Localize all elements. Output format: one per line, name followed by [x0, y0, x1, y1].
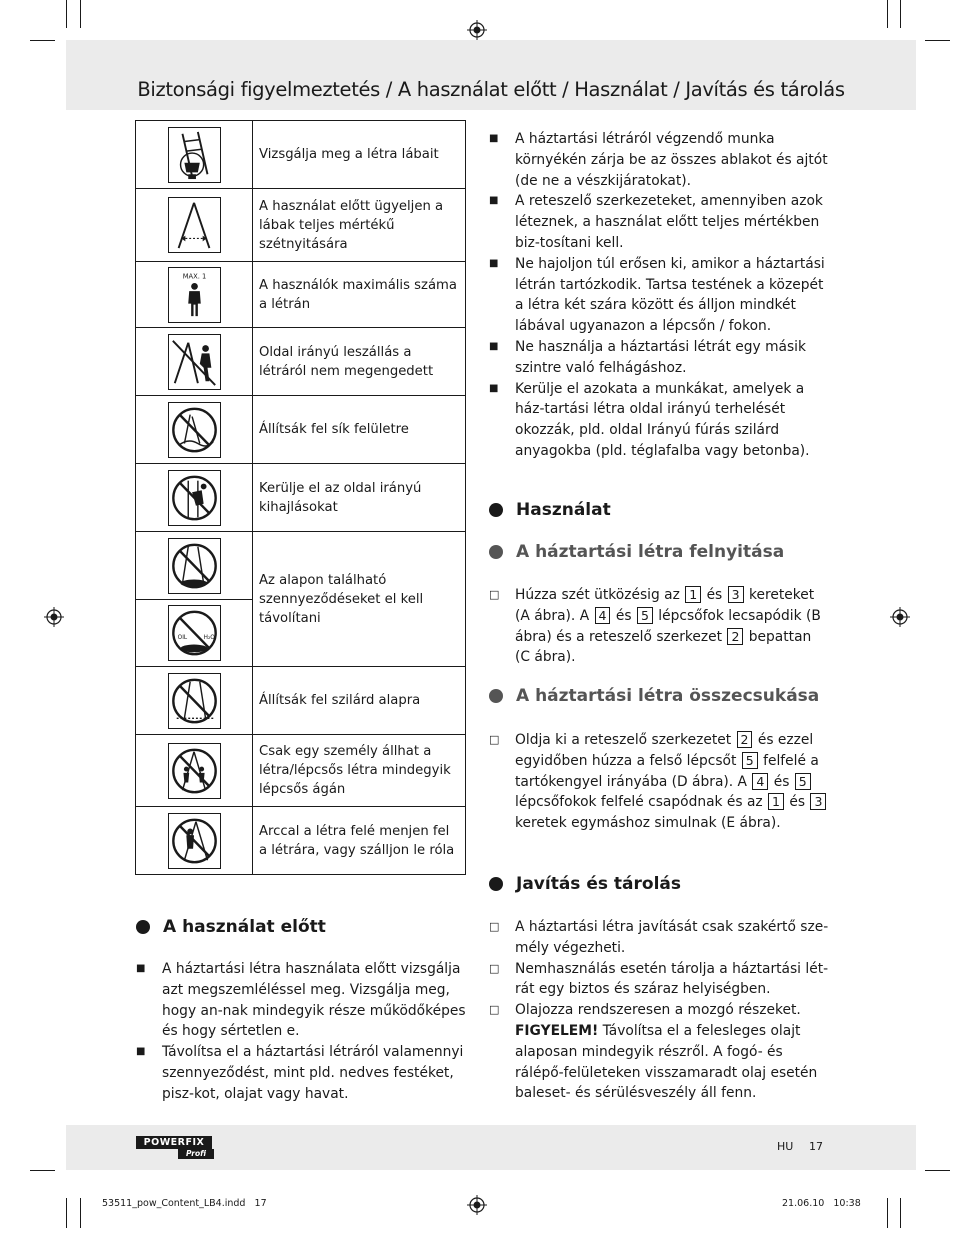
registration-mark-icon — [467, 20, 487, 40]
ladder-spread-icon — [168, 197, 221, 253]
list-item: ■ A háztartási létráról végzendő munka környékén zárja be az összes ablakot és ajtót (de ne a vészkijáratokat). — [489, 131, 828, 189]
icon-caption: A használók maximális száma a létrán — [253, 262, 466, 328]
crop-mark — [887, 1198, 888, 1228]
warning-text: Távolítsa el a felesleges olajt alaposan mindegyik részről. A fogó- és rálépő-felületeken visszamaradt olaj esetén baleset- és sérülésveszély áll fenn. — [515, 1022, 818, 1102]
part-number-box: 5 — [795, 773, 811, 790]
table-row — [136, 189, 466, 262]
crop-mark — [887, 0, 888, 28]
section-heading-usage: Használat — [489, 500, 611, 520]
icon-caption: Állítsák fel szilárd alapra — [253, 667, 466, 735]
print-slug-date: 21.06.10 10:38 — [782, 1198, 861, 1209]
icon-caption: Kerülje el az oldal irányú kihajlásokat — [253, 464, 466, 532]
list-item: □ A háztartási létra javítását csak szakértő sze-mély végezheti. — [489, 919, 829, 956]
registration-mark-icon — [890, 607, 910, 627]
square-bullet-icon: ■ — [136, 963, 146, 974]
no-soft-ground-icon — [168, 673, 221, 729]
fold-instructions — [489, 730, 829, 834]
crop-mark — [80, 0, 81, 28]
safety-icon-table — [135, 120, 466, 875]
section-heading-repair: Javítás és tárolás — [489, 874, 681, 894]
list-item: ■ Ne hajoljon túl erősen ki, amikor a háztartási létrán tartózkodik. Tartsa testének a közepét a létra két szára között és álljon mindkét lábával ugyanazon a lépcsőn / fokon. — [489, 255, 825, 335]
icon-caption: Csak egy személy állhat a létra/lépcsős létra mindegyik lépcsős ágán — [253, 735, 466, 807]
ladder-feet-icon — [168, 127, 221, 183]
no-leaning-icon — [168, 470, 221, 526]
repair-list — [489, 917, 829, 1104]
bullet-dot-icon — [489, 503, 503, 517]
checkbox-bullet-icon: □ — [489, 588, 500, 601]
table-row — [136, 121, 466, 189]
square-bullet-icon: ■ — [489, 340, 499, 352]
section-heading-before-use: A használat előtt — [136, 917, 326, 937]
icon-caption: Arccal a létra felé menjen fel a létrára, vagy szálljon le róla — [253, 807, 466, 875]
checkbox-bullet-icon: □ — [489, 1003, 500, 1017]
table-row — [136, 807, 466, 875]
no-side-dismount-icon — [168, 334, 221, 390]
part-number-box: 2 — [727, 628, 743, 645]
safety-list — [489, 129, 829, 462]
language-code: HU — [777, 1140, 794, 1153]
list-item: □ Nemhasználás esetén tárolja a háztartási lét-rát egy biztos és száraz helyiségben. — [489, 960, 829, 998]
no-uneven-ground-icon — [168, 402, 221, 458]
square-bullet-icon: ■ — [489, 382, 499, 394]
table-row — [136, 396, 466, 464]
part-number-box: 1 — [768, 793, 784, 810]
no-oil-water-icon — [168, 605, 221, 661]
part-number-box: 2 — [737, 731, 753, 748]
part-number-box: 5 — [637, 607, 653, 624]
subheading-open-ladder: A háztartási létra felnyitása — [489, 542, 784, 562]
icon-caption: Oldal irányú leszállás a létráról nem megengedett — [253, 328, 466, 396]
part-number-box: 1 — [685, 586, 701, 603]
checkbox-bullet-icon: □ — [489, 961, 500, 975]
page-title: Biztonsági figyelmeztetés / A használat előtt / Használat / Javítás és tárolás — [137, 78, 845, 101]
list-item: □ Oldja ki a reteszelő szerkezetet 2 és ezzel egyidőben húzza a felső lépcsőt 5 felfelé a tartókengyel irányába (D ábra). A 4 és 5 lépcsőfokok felfelé csapódnak és az 1 és 3 keretek egymáshoz simulnak (E ábra). — [489, 730, 829, 834]
checkbox-bullet-icon: □ — [489, 920, 500, 933]
crop-mark — [66, 0, 67, 28]
face-ladder-icon — [168, 813, 221, 869]
bullet-dot-icon — [489, 545, 503, 559]
table-row — [136, 262, 466, 328]
bullet-dot-icon — [489, 689, 503, 703]
page-number: 17 — [809, 1140, 823, 1153]
table-row — [136, 667, 466, 735]
logo-sub-text: Profi — [178, 1149, 214, 1159]
registration-mark-icon — [44, 607, 64, 627]
water-label: H₂O — [203, 634, 215, 641]
part-number-box: 4 — [595, 607, 611, 624]
crop-mark — [925, 40, 950, 41]
list-item: ■ Távolítsa el a háztartási létráról valamennyi szennyeződést, mint pld. nedves festéket, pisz-kot, olajat vagy havat. — [136, 1044, 464, 1102]
list-item: ■ Ne használja a háztartási létrát egy másik szintre való felhágáshoz. — [489, 338, 806, 376]
warning-label: FIGYELEM! — [515, 1022, 599, 1039]
registration-mark-icon — [467, 1195, 487, 1215]
part-number-box: 3 — [810, 793, 826, 810]
logo-main-text: POWERFIX — [136, 1136, 212, 1149]
part-number-box: 4 — [752, 773, 768, 790]
list-item: ■ A reteszelő szerkezeteket, amennyiben azok léteznek, a használat előtt teljes mértékben biz-tosítani kell. — [489, 193, 823, 251]
list-item: □ Húzza szét ütközésig az 1 és 3 kereteket (A ábra). A 4 és 5 lépcsőfok lecsapódik (B ábra) és a reteszelő szerkezet 2 bepattan (C ábra). — [489, 587, 821, 666]
no-dirty-base-icon — [168, 538, 221, 594]
icon-caption: A használat előtt ügyeljen a lábak teljes mértékű szétnyitására — [253, 189, 466, 262]
max-badge-label: MAX. 1 — [182, 272, 206, 281]
before-use-list — [136, 959, 466, 1105]
list-item: ■ Kerülje el azokata a munkákat, amelyek a ház-tartási létra oldal irányú terhelését okozzák, pld. oldal Irányú fúrás szilárd anyagokba (pld. téglafalba vagy betonba). — [489, 380, 810, 459]
icon-caption: Állítsák fel sík felületre — [253, 396, 466, 464]
crop-mark — [900, 0, 901, 28]
bullet-dot-icon — [489, 877, 503, 891]
list-item: □ Olajozza rendszeresen a mozgó részeket. FIGYELEM! Távolítsa el a felesleges olajt alaposan mindegyik részről. A fogó- és rálépő-felületeken visszamaradt olaj esetén baleset- és sérülésveszély áll fenn. — [489, 1002, 818, 1102]
crop-mark — [925, 1170, 950, 1171]
checkbox-bullet-icon: □ — [489, 733, 500, 746]
table-row — [136, 532, 466, 600]
powerfix-logo — [136, 1136, 214, 1160]
square-bullet-icon: ■ — [489, 257, 499, 269]
square-bullet-icon: ■ — [489, 195, 499, 207]
part-number-box: 3 — [728, 586, 744, 603]
part-number-box: 5 — [742, 752, 758, 769]
table-row — [136, 735, 466, 807]
subheading-fold-ladder: A háztartási létra összecsukása — [489, 686, 819, 706]
table-row — [136, 464, 466, 532]
print-slug-file: 53511_pow_Content_LB4.indd 17 — [102, 1198, 267, 1209]
list-item: ■ A háztartási létra használata előtt vizsgálja azt megszemléléssel meg. Vizsgálja meg, hogy an-nak mindegyik része működőképes és hogy sértetlen e. — [136, 961, 466, 1040]
table-row — [136, 328, 466, 396]
max-one-person-icon — [168, 267, 221, 323]
square-bullet-icon: ■ — [489, 133, 499, 144]
crop-mark — [66, 1198, 67, 1228]
one-person-per-side-icon — [168, 743, 221, 799]
bullet-dot-icon — [136, 920, 150, 934]
crop-mark — [30, 40, 55, 41]
crop-mark — [900, 1198, 901, 1228]
open-instructions — [489, 585, 829, 668]
icon-caption: Az alapon található szennyeződéseket el kell távolítani — [253, 532, 466, 667]
oil-label: OIL — [177, 634, 187, 641]
icon-caption: Vizsgálja meg a létra lábait — [253, 121, 466, 189]
square-bullet-icon: ■ — [136, 1046, 146, 1058]
crop-mark — [30, 1170, 55, 1171]
crop-mark — [80, 1198, 81, 1228]
